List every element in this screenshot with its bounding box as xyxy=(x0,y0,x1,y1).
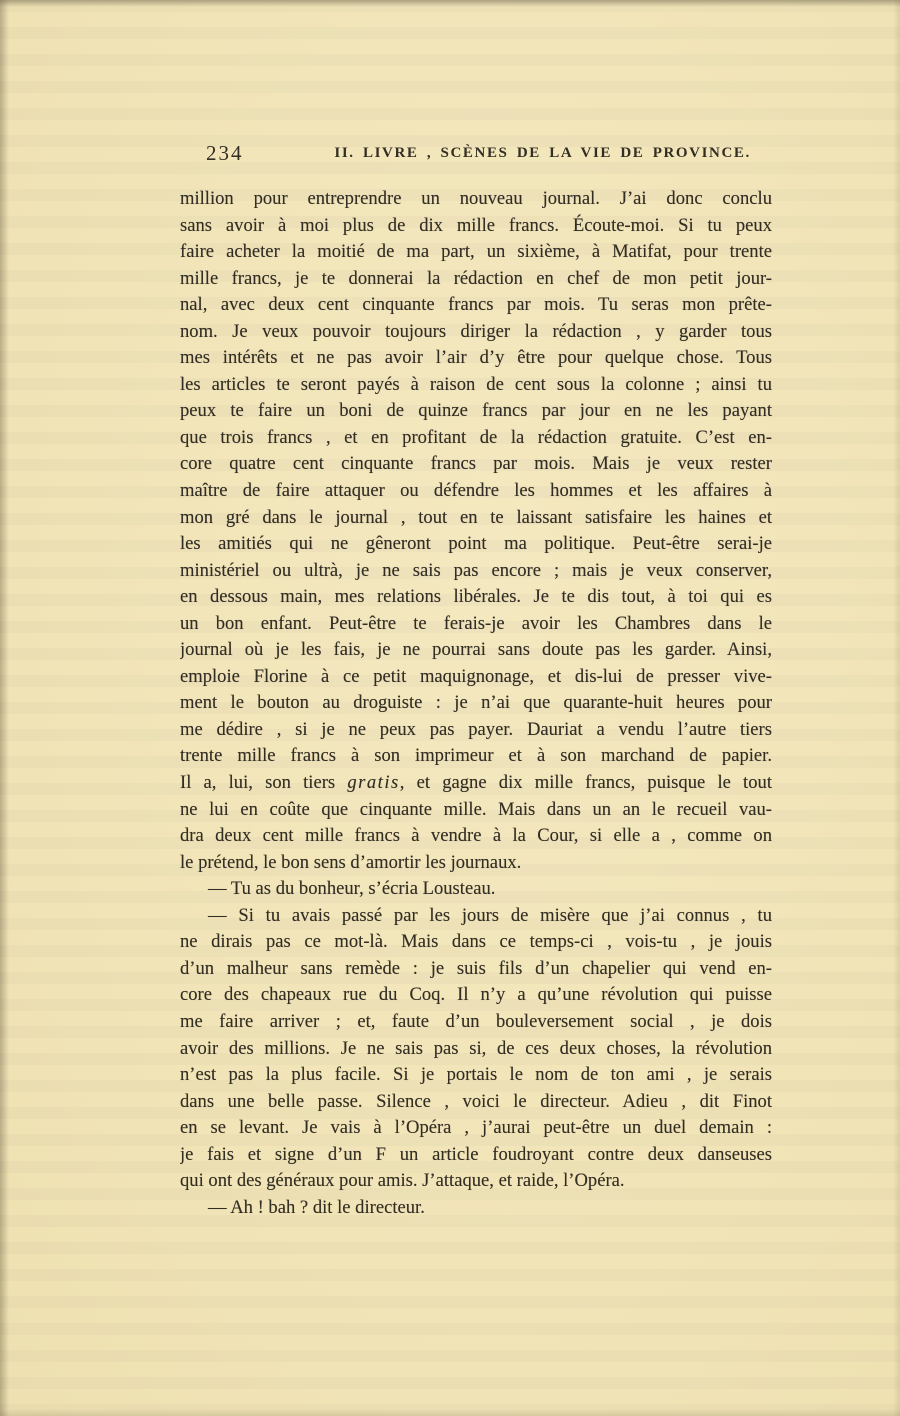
text-line: emploie Florine à ce petit maquignonage, et dis-lui de presser vive- xyxy=(180,665,772,687)
text-line: me dédire , si je ne peux pas payer. Dauriat a vendu l’autre tiers xyxy=(180,718,772,740)
text-line: ministériel ou ultrà, je ne sais pas encore ; mais je veux conserver, xyxy=(180,559,772,581)
text-line: me faire arriver ; et, faute d’un bouleversement social , je dois xyxy=(180,1010,772,1032)
text-line: peux te faire un boni de quinze francs par jour en ne les payant xyxy=(180,400,772,422)
text-line: le prétend, le bon sens d’amortir les journaux. xyxy=(180,851,522,873)
text-line: mes intérêts et ne pas avoir l’air d’y être pour quelque chose. Tous xyxy=(180,347,772,369)
text-line: dans une belle passe. Silence , voici le directeur. Adieu , dit Finot xyxy=(180,1090,772,1112)
text-line: les articles te seront payés à raison de cent sous la colonne ; ainsi tu xyxy=(180,373,772,395)
text-line: — Tu as du bonheur, s’écria Lousteau. xyxy=(208,878,496,900)
text-line: dra deux cent mille francs à vendre à la Cour, si elle a , comme on xyxy=(180,825,772,847)
text-line: d’un malheur sans remède : je suis fils d’un chapelier qui vend en- xyxy=(180,957,772,979)
text-line: en dessous main, mes relations libérales. Je te dis tout, à toi qui es xyxy=(180,586,772,608)
text-line: — Si tu avais passé par les jours de misère que j’ai connus , tu xyxy=(208,904,772,926)
text-line: les amitiés qui ne gêneront point ma politique. Peut-être serai-je xyxy=(180,533,772,555)
text-line: que trois francs , et en profitant de la rédaction gratuite. C’est en- xyxy=(180,426,772,448)
text-line: sans avoir à moi plus de dix mille francs. Écoute-moi. Si tu peux xyxy=(180,214,772,236)
text-line: ne dirais pas ce mot-là. Mais dans ce temps-ci , vois-tu , je jouis xyxy=(180,931,772,953)
text-line: faire acheter la moitié de ma part, un sixième, à Matifat, pour trente xyxy=(180,241,772,263)
text-line: — Ah ! bah ? dit le directeur. xyxy=(208,1196,425,1218)
text-line: un bon enfant. Peut-être te ferais-je avoir les Chambres dans le xyxy=(180,612,772,634)
text-line: je fais et signe d’un F un article foudroyant contre deux danseuses xyxy=(180,1143,772,1165)
text-line: nom. Je veux pouvoir toujours diriger la rédaction , y garder tous xyxy=(180,320,772,342)
running-head xyxy=(180,141,772,171)
text-line: Il a, lui, son tiers gratis, et gagne dix mille francs, puisque le tout xyxy=(180,772,772,794)
text-line: million pour entreprendre un nouveau journal. J’ai donc conclu xyxy=(180,188,772,209)
text-line: core des chapeaux rue du Coq. Il n’y a qu’une révolution qui puisse xyxy=(180,984,772,1006)
page-number: 234 xyxy=(206,141,244,165)
text-line: avoir des millions. Je ne sais pas si, de ces deux choses, la révolution xyxy=(180,1037,772,1059)
text-line: core quatre cent cinquante francs par mois. Mais je veux rester xyxy=(180,453,772,475)
running-title: II. LIVRE , SCÈNES DE LA VIE DE PROVINCE. xyxy=(334,145,751,161)
text-line: nal, avec deux cent cinquante francs par mois. Tu seras mon prête- xyxy=(180,294,772,316)
text-line: n’est pas la plus facile. Si je portais le nom de ton ami , je serais xyxy=(180,1064,772,1086)
italic-word: gratis xyxy=(347,772,400,794)
text-line: ne lui en coûte que cinquante mille. Mais dans un an le recueil vau- xyxy=(180,798,772,820)
text-line: maître de faire attaquer ou défendre les hommes et les affaires à xyxy=(180,480,772,502)
body-text xyxy=(180,186,772,1221)
text-line: qui ont des généraux pour amis. J’attaque, et raide, l’Opéra. xyxy=(180,1170,625,1192)
text-line: ment le bouton au droguiste : je n’ai que quarante-huit heures pour xyxy=(180,692,772,714)
text-line: trente mille francs à son imprimeur et à son marchand de papier. xyxy=(180,745,772,767)
text-line: journal où je les fais, je ne pourrai sans doute pas les garder. Ainsi, xyxy=(180,639,772,661)
text-line: mon gré dans le journal , tout en te laissant satisfaire les haines et xyxy=(180,506,772,528)
text-line: en se levant. Je vais à l’Opéra , j’aurai peut-être un duel demain : xyxy=(180,1117,772,1139)
text-line: mille francs, je te donnerai la rédaction en chef de mon petit jour- xyxy=(180,267,772,289)
